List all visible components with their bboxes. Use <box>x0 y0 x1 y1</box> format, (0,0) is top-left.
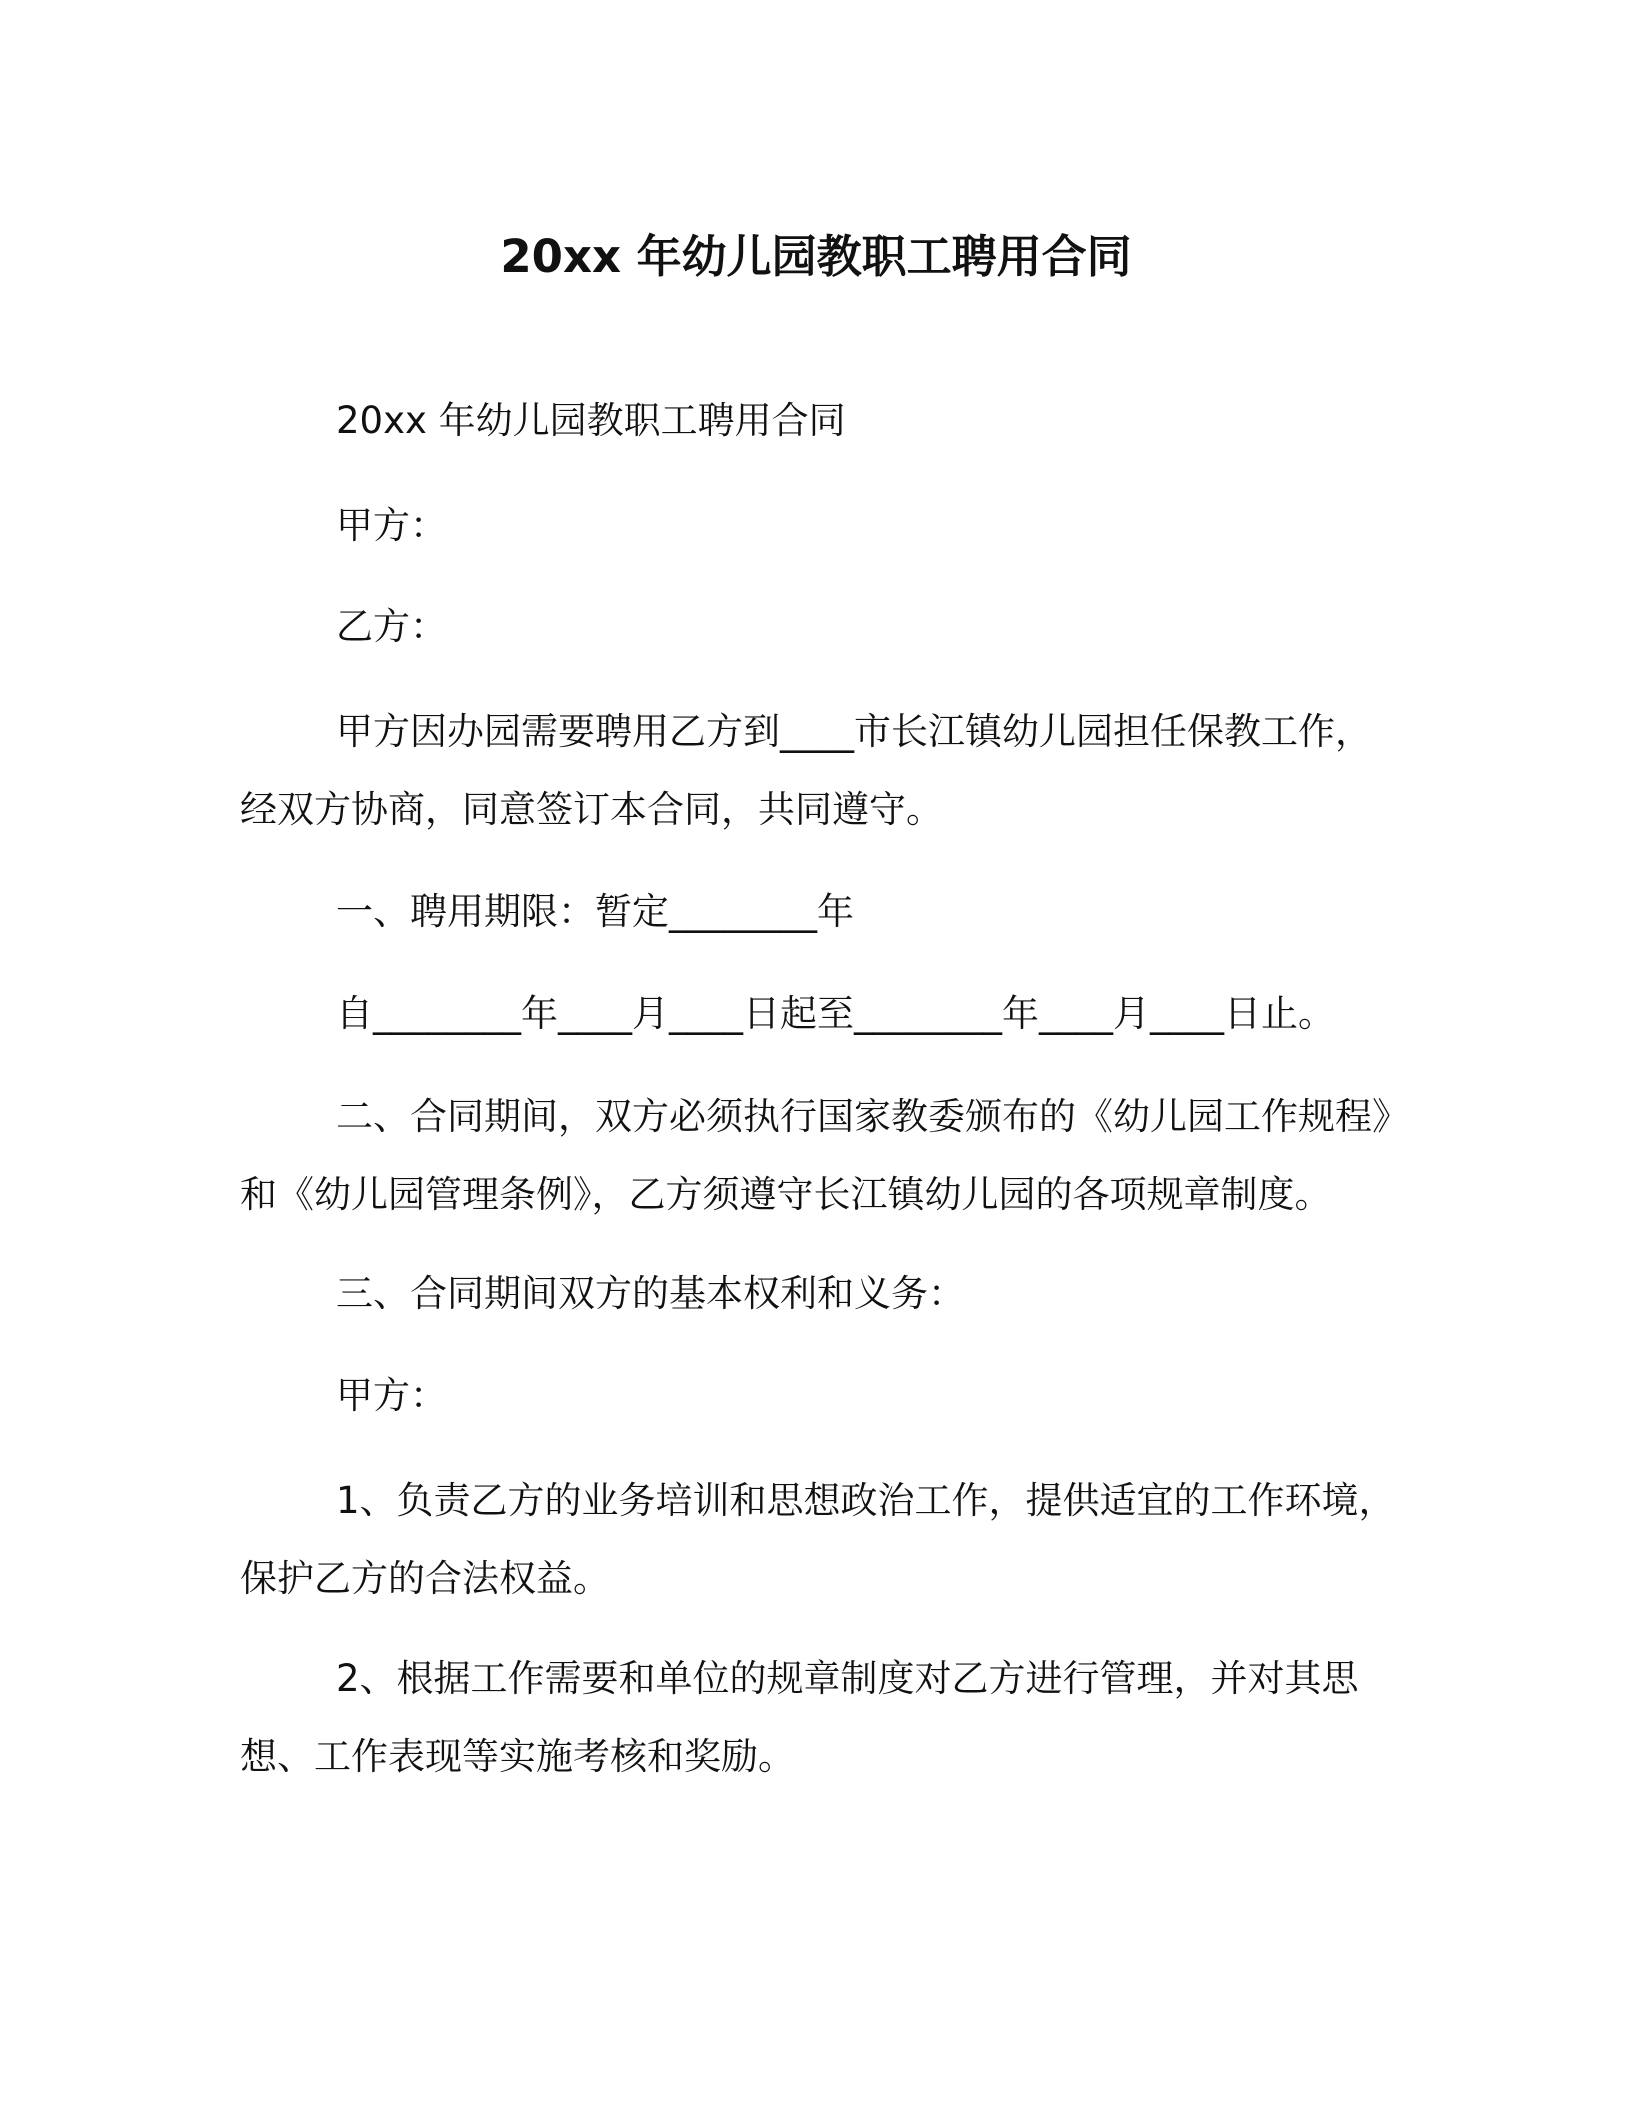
paragraph-party-a: 甲方： <box>336 504 447 547</box>
paragraph-duty-2: 2、根据工作需要和单位的规章制度对乙方进行管理，并对其思想、工作表现等实施考核和奖励。 <box>240 1657 1359 1778</box>
paragraph-party-b: 乙方： <box>336 605 447 648</box>
document-title: 20xx 年幼儿园教职工聘用合同 <box>500 230 1132 283</box>
paragraph-subtitle: 20xx 年幼儿园教职工聘用合同 <box>336 399 846 442</box>
paragraph-clause-2: 二、合同期间，双方必须执行国家教委颁布的《幼儿园工作规程》和《幼儿园管理条例》，乙方须遵守长江镇幼儿园的各项规章制度。 <box>240 1095 1391 1216</box>
paragraph-duty-1: 1、负责乙方的业务培训和思想政治工作，提供适宜的工作环境，保护乙方的合法权益。 <box>240 1479 1396 1600</box>
paragraph-intro: 甲方因办园需要聘用乙方到____市长江镇幼儿园担任保教工作，经双方协商，同意签订本合同，共同遵守。 <box>240 710 1372 831</box>
paragraph-dates: 自________年____月____日起至________年____月____日止。 <box>336 992 1335 1035</box>
paragraph-party-a-duties: 甲方： <box>336 1374 447 1417</box>
paragraph-term: 一、聘用期限：暂定________年 <box>336 890 854 933</box>
paragraph-clause-3: 三、合同期间双方的基本权利和义务： <box>336 1272 965 1315</box>
